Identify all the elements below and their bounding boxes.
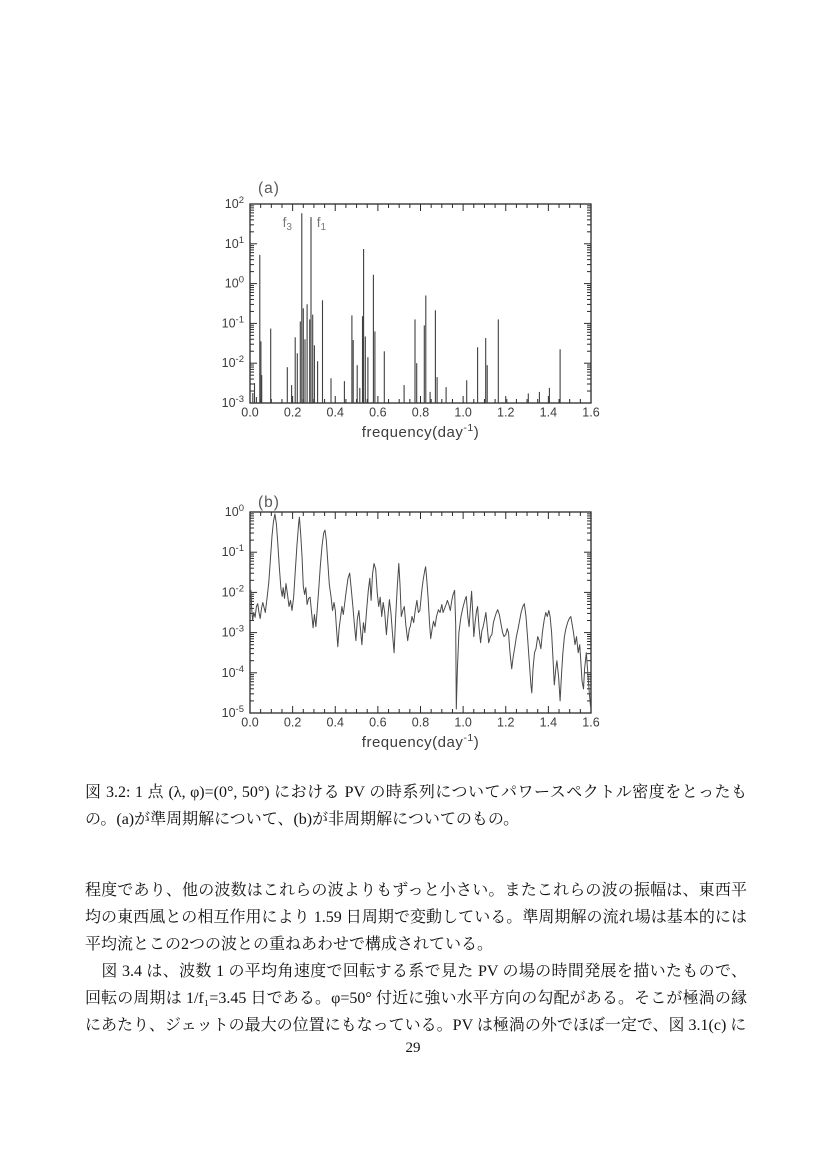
y-tick-label: $10^{-3}$ [221,623,244,640]
x-tick-label: 1.2 [497,405,515,420]
y-tick-label: $10^0$ [224,274,244,291]
y-tick-label: $10^0$ [224,503,244,519]
y-tick-label: $10^{-1}$ [221,314,244,331]
spectral-peaks [253,213,560,403]
x-tick-label: 1.4 [539,405,558,420]
x-tick-label: 0.0 [241,715,259,730]
y-tick-label: $10^2$ [224,195,244,211]
x-tick-label: 0.6 [369,715,387,730]
x-tick-label: 0.2 [283,405,302,420]
x-tick-label: 1.6 [582,715,600,730]
spectrum-curve [250,514,591,709]
x-tick-label: 0.2 [283,715,302,730]
power-spectrum-chart-b [195,478,625,768]
x-tick-label: 0.8 [411,715,430,730]
x-tick-label: 0.4 [326,715,344,730]
x-tick-label: 1.2 [497,715,515,730]
y-tick-label: $10^{-2}$ [221,354,244,371]
x-tick-label: 1.0 [454,405,472,420]
figure-caption-text: 図 3.2: 1 点 (λ, φ)=(0°, 50°) における PV の時系列についてパワースペクトル密度をとったもの。(a)が準周期解について、(b)が非周期解についてのもの。 [85,784,747,828]
x-tick-label: 0.8 [411,405,430,420]
power-spectrum-chart-a [195,170,625,456]
peak-annotation: $f_3$ [282,215,292,234]
chart-frame [250,204,591,403]
body-paragraph: 図 3.4 は、波数 1 の平均角速度で回転する系で見た PV の場の時間発展を描いたもので、回転の周期は 1/f₁=3.45 日である。φ=50° 付近に強い水平方向の勾配がある。そこが極渦の縁にあたり、ジェットの最大の位置にもなっている。PV は極渦の外でほぼ一定で、図 3.1(c) に [85,963,747,1034]
x-axis-title: frequency(day$^{-1}$) [361,732,480,751]
x-axis-title: frequency(day$^{-1}$) [361,422,480,441]
y-tick-label: $10^{-3}$ [221,394,244,410]
body-paragraph: 程度であり、他の波数はこれらの波よりもずっと小さい。またこれらの波の振幅は、東西平均の東西風との相互作用により 1.59 日周期で変動している。準周期解の流れ場は基本的には平均流とこの2つの波との重ねあわせで構成されている。 [85,882,747,953]
x-tick-label: 1.0 [454,715,472,730]
x-tick-label: 0.6 [369,405,387,420]
y-tick-label: $10^1$ [224,234,244,251]
body-text [85,877,747,1039]
y-tick-label: $10^{-2}$ [221,583,244,600]
panel-label: (a) [258,180,280,197]
figure-caption [85,779,747,833]
x-tick-label: 1.6 [582,405,600,420]
panel-label: (b) [258,494,280,511]
peak-annotation: $f_1$ [316,215,327,234]
y-tick-label: $10^{-5}$ [221,704,244,720]
axis-ticks [250,204,591,403]
y-tick-label: $10^{-1}$ [221,543,244,560]
x-tick-label: 0.4 [326,405,344,420]
y-tick-label: $10^{-4}$ [221,663,244,680]
x-tick-label: 1.4 [539,715,558,730]
page-number: 29 [405,1040,421,1056]
x-tick-label: 0.0 [241,405,259,420]
